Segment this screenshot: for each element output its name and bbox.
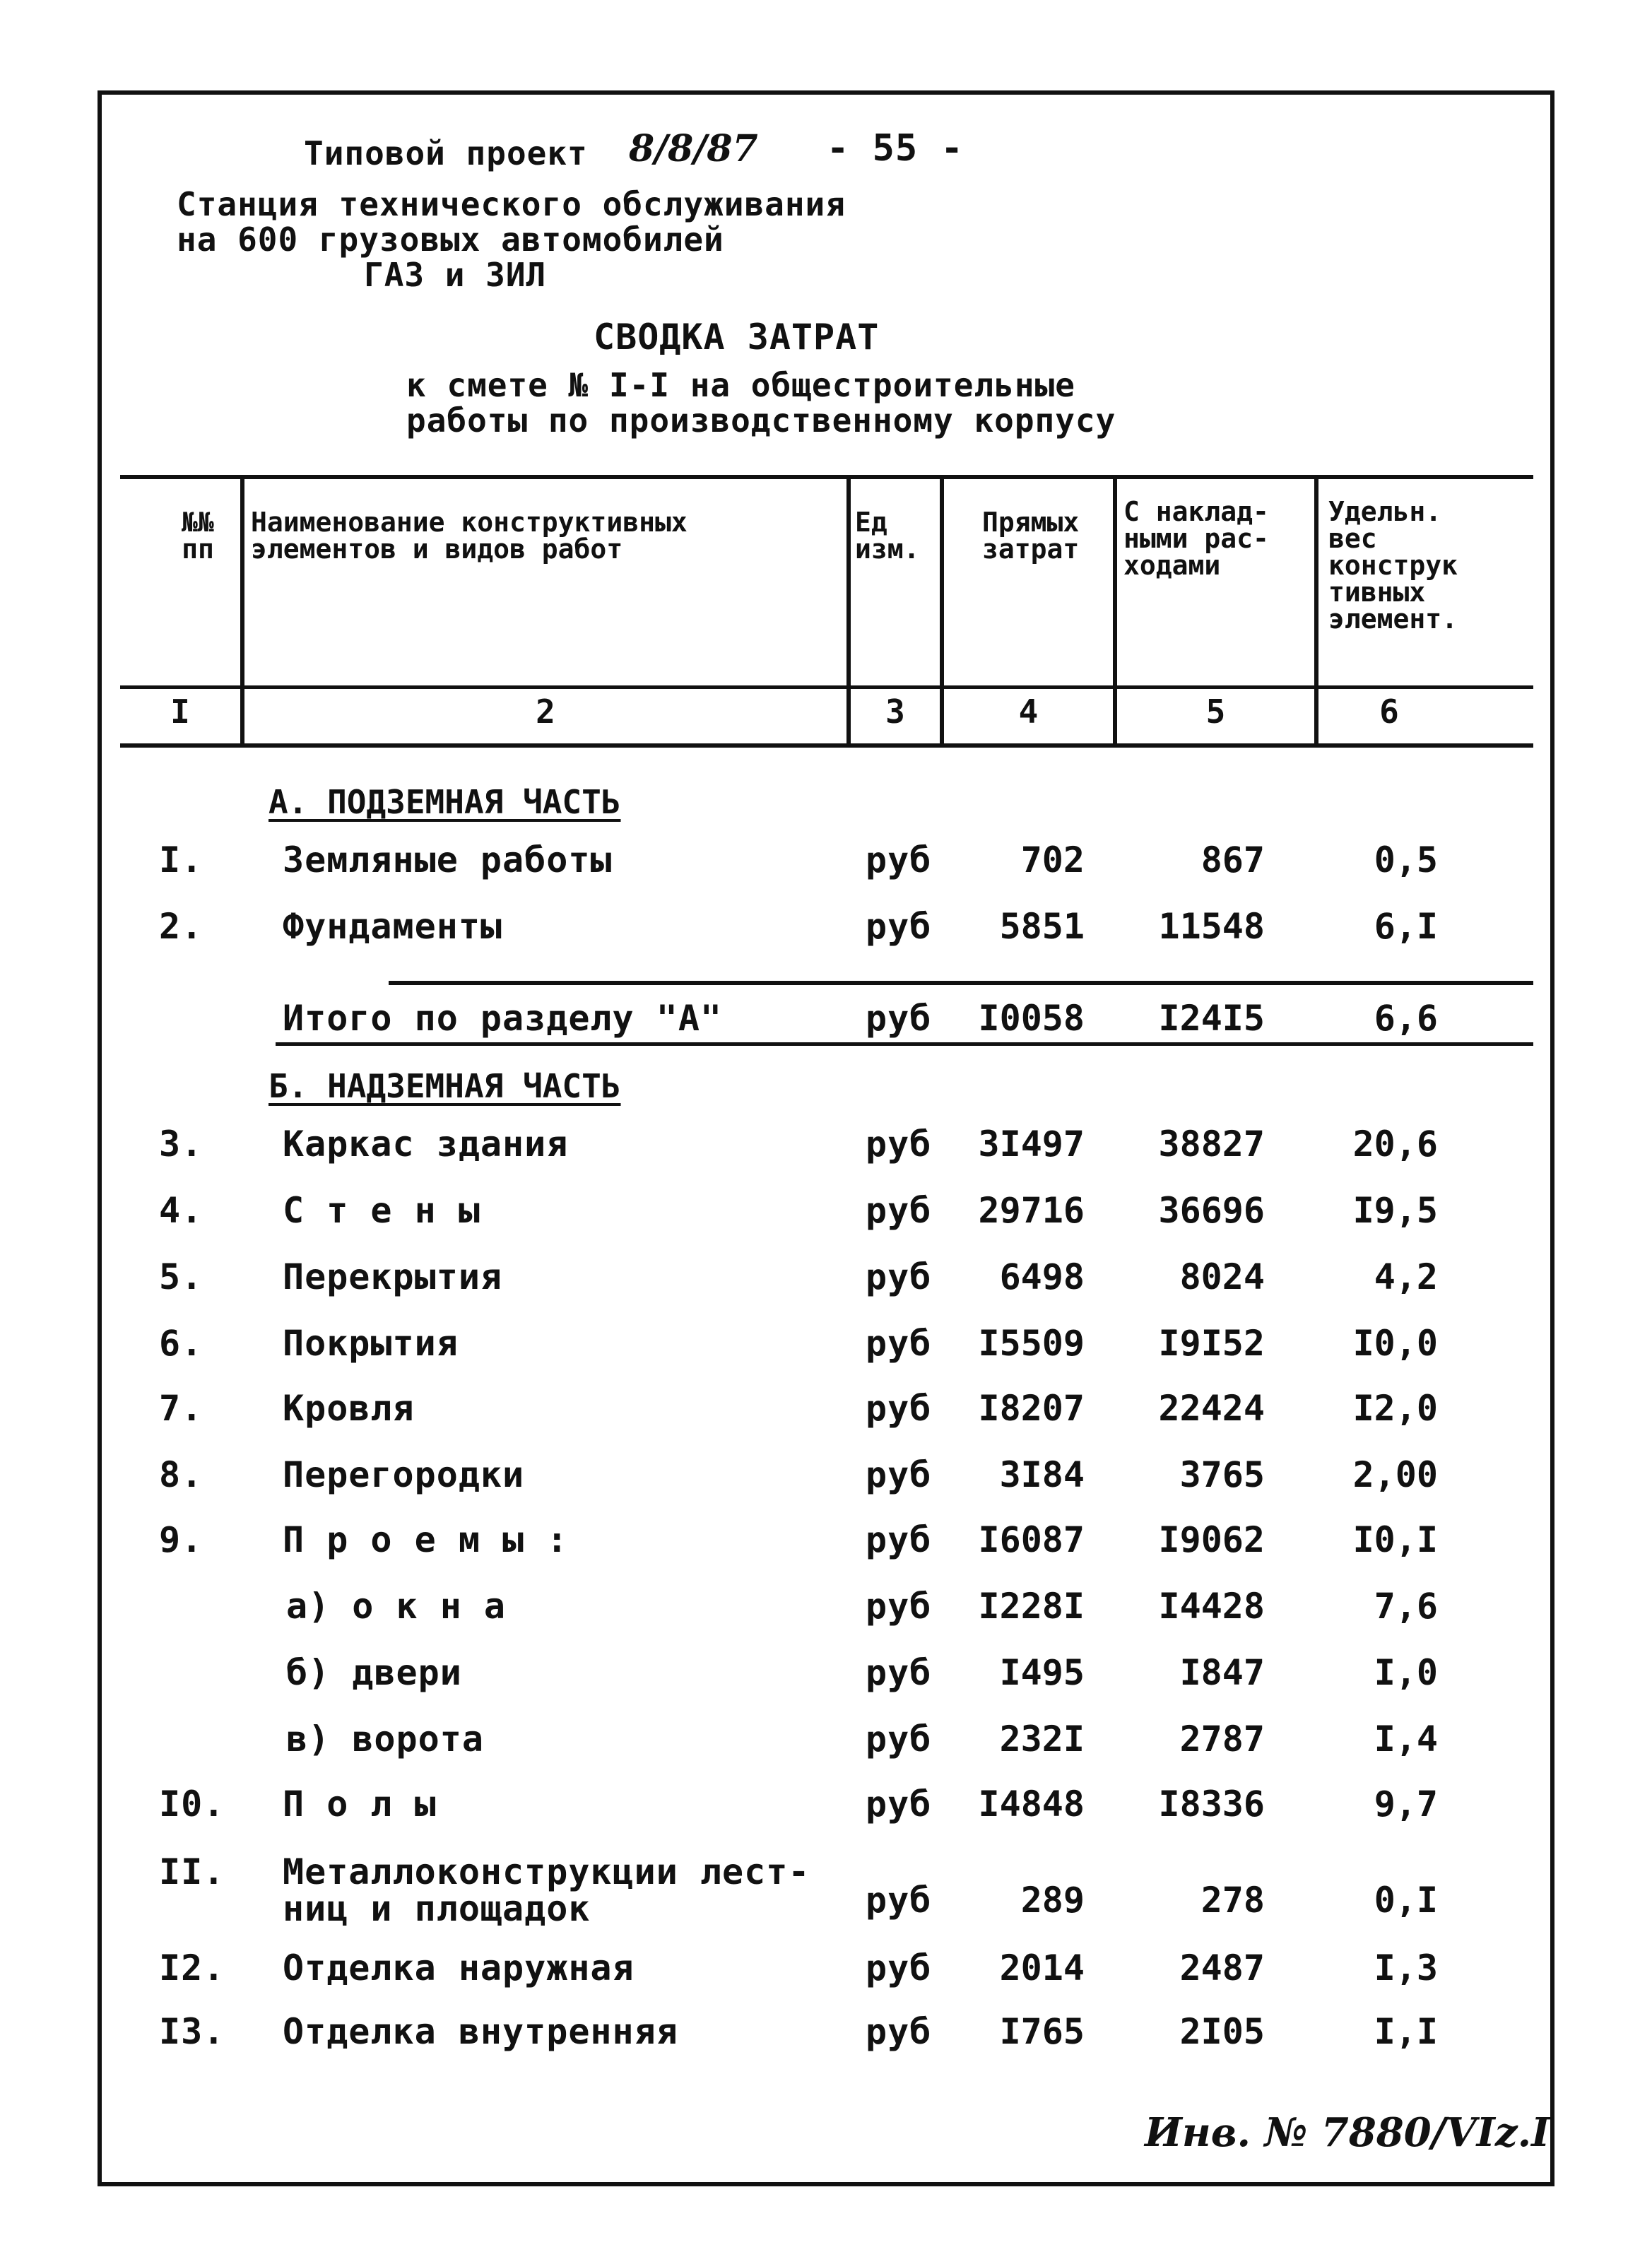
total-a-share: 6,6 bbox=[1374, 998, 1438, 1039]
station-line-3: ГАЗ и ЗИЛ bbox=[364, 256, 547, 294]
header-bottom-rule bbox=[120, 685, 1533, 689]
row-direct-cost: 6498 bbox=[999, 1256, 1085, 1297]
row-name: Отделка внутренняя bbox=[283, 2011, 678, 2052]
row-unit: руб bbox=[866, 1586, 932, 1627]
row-share: I,I bbox=[1374, 2011, 1438, 2052]
col-header-share: Удельн. вес конструк тивных элемент. bbox=[1328, 496, 1458, 635]
row-unit: руб bbox=[866, 1519, 932, 1560]
row-direct-cost: 232I bbox=[999, 1719, 1085, 1760]
row-direct-cost: 289 bbox=[1020, 1880, 1085, 1921]
row-unit: руб bbox=[866, 1880, 932, 1921]
row-number: 8. bbox=[159, 1454, 203, 1495]
row-direct-cost: I4848 bbox=[978, 1784, 1085, 1825]
row-direct-cost: I8207 bbox=[978, 1388, 1085, 1429]
row-share: 20,6 bbox=[1352, 1124, 1438, 1165]
row-unit: руб bbox=[866, 906, 932, 947]
row-unit: руб bbox=[866, 2011, 932, 2052]
row-name: Перекрытия bbox=[283, 1256, 503, 1297]
row-unit: руб bbox=[866, 1652, 932, 1693]
row-overhead-cost: I8336 bbox=[1158, 1784, 1265, 1825]
col-number-6: 6 bbox=[1379, 693, 1399, 731]
col-number-2: 2 bbox=[536, 693, 555, 731]
row-number: 9. bbox=[159, 1519, 203, 1560]
row-number: 5. bbox=[159, 1256, 203, 1297]
row-overhead-cost: I847 bbox=[1179, 1652, 1265, 1693]
row-unit: руб bbox=[866, 1124, 932, 1165]
row-number: I3. bbox=[159, 2011, 225, 2052]
row-share: 6,I bbox=[1374, 906, 1438, 947]
row-number: 3. bbox=[159, 1124, 203, 1165]
row-share: 0,I bbox=[1374, 1880, 1438, 1921]
total-a-overhead: I24I5 bbox=[1158, 998, 1265, 1039]
row-share: 0,5 bbox=[1374, 839, 1438, 880]
row-share: I2,0 bbox=[1352, 1388, 1438, 1429]
row-unit: руб bbox=[866, 1948, 932, 1988]
row-number: I0. bbox=[159, 1784, 225, 1825]
row-name: С т е н ы bbox=[283, 1190, 480, 1231]
row-unit: руб bbox=[866, 1388, 932, 1429]
col-header-name: Наименование конструктивных элементов и видов работ bbox=[251, 507, 688, 565]
row-name: Покрытия bbox=[283, 1323, 459, 1364]
row-overhead-cost: 38827 bbox=[1158, 1124, 1265, 1165]
row-name: Фундаменты bbox=[283, 906, 503, 947]
row-name: Кровля bbox=[283, 1388, 415, 1429]
project-label: Типовой проект bbox=[304, 134, 588, 172]
row-unit: руб bbox=[866, 1784, 932, 1825]
row-number: 4. bbox=[159, 1190, 203, 1231]
row-name: б) двери bbox=[286, 1652, 462, 1693]
row-name: Перегородки bbox=[283, 1454, 525, 1495]
row-name: Металлоконструкции лест- bbox=[283, 1851, 810, 1892]
row-name: Каркас здания bbox=[283, 1124, 569, 1165]
subtitle-line-2: работы по производственному корпусу bbox=[406, 401, 1116, 440]
total-underline bbox=[276, 1042, 1533, 1046]
row-direct-cost: 5851 bbox=[999, 906, 1085, 947]
row-unit: руб bbox=[866, 1323, 932, 1364]
row-share: I,0 bbox=[1374, 1652, 1438, 1693]
row-direct-cost: 3I84 bbox=[999, 1454, 1085, 1495]
row-number: I. bbox=[159, 839, 203, 880]
row-share: I,4 bbox=[1374, 1719, 1438, 1760]
page-number: - 55 - bbox=[827, 127, 964, 170]
station-line-1: Станция технического обслуживания bbox=[177, 185, 846, 223]
total-a-direct: I0058 bbox=[978, 998, 1085, 1039]
row-overhead-cost: 8024 bbox=[1179, 1256, 1265, 1297]
column-numbers-rule bbox=[120, 743, 1533, 748]
row-overhead-cost: 2487 bbox=[1179, 1948, 1265, 1988]
row-name: Отделка наружная bbox=[283, 1948, 635, 1988]
row-overhead-cost: 22424 bbox=[1158, 1388, 1265, 1429]
inventory-stamp: Инв. № 7880/VIz.I bbox=[1145, 2109, 1550, 2156]
row-share: 4,2 bbox=[1374, 1256, 1438, 1297]
row-unit: руб bbox=[866, 1256, 932, 1297]
station-line-2: на 600 грузовых автомобилей bbox=[177, 220, 724, 259]
col-header-no: №№ пп bbox=[182, 507, 214, 565]
col-header-unit: Ед изм. bbox=[855, 507, 920, 565]
row-number: 2. bbox=[159, 906, 203, 947]
row-overhead-cost: 36696 bbox=[1158, 1190, 1265, 1231]
row-overhead-cost: 11548 bbox=[1158, 906, 1265, 947]
section-b-heading: Б. НАДЗЕМНАЯ ЧАСТЬ bbox=[269, 1067, 621, 1105]
total-a-unit: руб bbox=[866, 998, 932, 1039]
row-overhead-cost: I9062 bbox=[1158, 1519, 1265, 1560]
row-unit: руб bbox=[866, 839, 932, 880]
subtotal-rule bbox=[389, 981, 1533, 985]
table-top-rule bbox=[120, 475, 1533, 479]
row-share: I0,I bbox=[1352, 1519, 1438, 1560]
row-direct-cost: I495 bbox=[999, 1652, 1085, 1693]
row-share: 9,7 bbox=[1374, 1784, 1438, 1825]
row-overhead-cost: I4428 bbox=[1158, 1586, 1265, 1627]
row-direct-cost: 29716 bbox=[978, 1190, 1085, 1231]
project-number: 8/8/87 bbox=[629, 127, 758, 170]
row-overhead-cost: 867 bbox=[1200, 839, 1265, 880]
row-number: 7. bbox=[159, 1388, 203, 1429]
row-direct-cost: I228I bbox=[978, 1586, 1085, 1627]
col-header-overhead: С наклад- ными рас- ходами bbox=[1123, 496, 1269, 581]
row-direct-cost: I765 bbox=[999, 2011, 1085, 2052]
col-number-1: I bbox=[170, 693, 190, 731]
row-name: П р о е м ы : bbox=[283, 1519, 569, 1560]
col-number-5: 5 bbox=[1205, 693, 1226, 731]
row-direct-cost: I6087 bbox=[978, 1519, 1085, 1560]
row-name-continuation: ниц и площадок bbox=[283, 1888, 591, 1929]
row-name: П о л ы bbox=[283, 1784, 437, 1825]
col-number-4: 4 bbox=[1018, 693, 1039, 731]
subtitle-line-1: к смете № I-I на общестроительные bbox=[406, 366, 1075, 404]
row-overhead-cost: I9I52 bbox=[1158, 1323, 1265, 1364]
row-direct-cost: I5509 bbox=[978, 1323, 1085, 1364]
row-number: II. bbox=[159, 1851, 225, 1892]
document-title: СВОДКА ЗАТРАТ bbox=[594, 317, 880, 358]
row-overhead-cost: 2787 bbox=[1179, 1719, 1265, 1760]
row-overhead-cost: 278 bbox=[1200, 1880, 1265, 1921]
row-direct-cost: 3I497 bbox=[978, 1124, 1085, 1165]
row-overhead-cost: 3765 bbox=[1179, 1454, 1265, 1495]
section-a-heading: А. ПОДЗЕМНАЯ ЧАСТЬ bbox=[269, 783, 621, 821]
row-unit: руб bbox=[866, 1719, 932, 1760]
row-name: а) о к н а bbox=[286, 1586, 507, 1627]
row-direct-cost: 702 bbox=[1020, 839, 1085, 880]
row-unit: руб bbox=[866, 1454, 932, 1495]
row-overhead-cost: 2I05 bbox=[1179, 2011, 1265, 2052]
row-share: I9,5 bbox=[1352, 1190, 1438, 1231]
row-unit: руб bbox=[866, 1190, 932, 1231]
row-name: Земляные работы bbox=[283, 839, 613, 880]
row-number: I2. bbox=[159, 1948, 225, 1988]
row-share: I,3 bbox=[1374, 1948, 1438, 1988]
row-name: в) ворота bbox=[286, 1719, 484, 1760]
col-number-3: 3 bbox=[885, 693, 905, 731]
col-header-direct: Прямых затрат bbox=[982, 507, 1080, 565]
row-direct-cost: 2014 bbox=[999, 1948, 1085, 1988]
row-share: 2,00 bbox=[1352, 1454, 1438, 1495]
row-share: 7,6 bbox=[1374, 1586, 1438, 1627]
row-number: 6. bbox=[159, 1323, 203, 1364]
row-share: I0,0 bbox=[1352, 1323, 1438, 1364]
total-a-label: Итого по разделу "А" bbox=[283, 998, 723, 1039]
